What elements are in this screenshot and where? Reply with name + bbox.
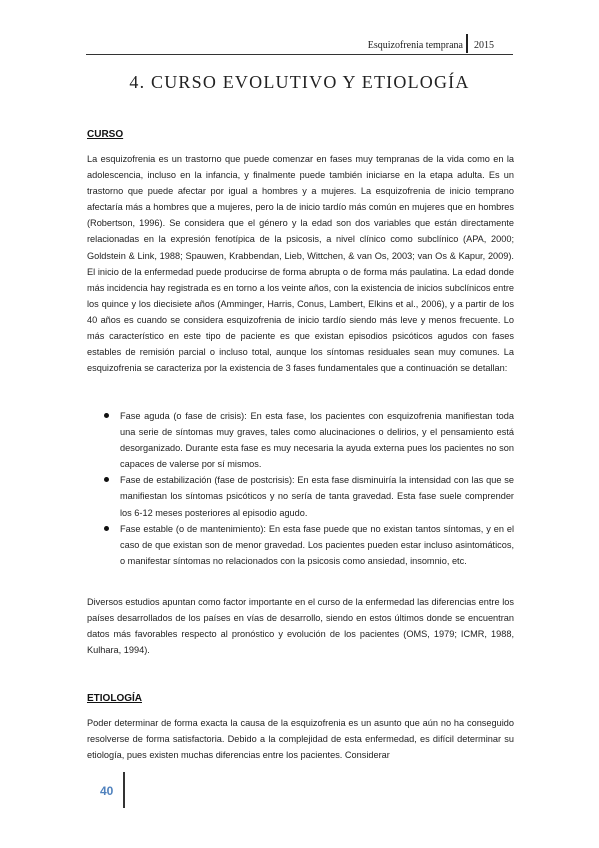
curso-closing-paragraph: Diversos estudios apuntan como factor importante en el curso de la enfermedad las diferencias entre los países desarrollados de los países en vías de desarrollo, siendo en estos últimos donde se encuentran datos más favorables respecto al pronóstico y evolución de los pacientes (OMS, 1979; ICMR, 1988, Kulhara, 1994). [87, 597, 514, 656]
list-item [87, 472, 514, 520]
phase-text: Fase de estabilización (fase de postcrisis): En esta fase disminuiría la intensidad con las que se manifiestan los síntomas psicóticos y no sería de tanta gravedad. Esta fase suele comprender los 6-12 meses posteriores al episodio agudo. [120, 475, 514, 518]
phase-text: Fase aguda (o fase de crisis): En esta fase, los pacientes con esquizofrenia manifiestan toda una serie de síntomas muy graves, tales como alucinaciones o delirios, y el pensamiento está desorganizado. Durante esta fase es muy necesaria la ayuda externa pues los pacientes no son capaces de valerse por sí mismos. [120, 411, 514, 470]
header-separator [466, 34, 468, 53]
bullet-icon [104, 477, 109, 482]
section-heading-etiologia: ETIOLOGÍA [87, 693, 142, 704]
phase-text: Fase estable (o de mantenimiento): En esta fase puede que no existan tantos síntomas, y en el caso de que existan son de menor gravedad. Los pacientes pueden estar incluso asintomáticos, o manifestar síntomas no relacionados con la psicosis como ansiedad, insomnio, etc. [120, 523, 514, 566]
curso-paragraph: La esquizofrenia es un trastorno que puede comenzar en fases muy tempranas de la vida como en la adolescencia, incluso en la infancia, y finalmente puede también iniciarse en la etapa adulta. Es un trastorno que puede afectar por igual a hombres y a mujeres. La esquizofrenia de inicio temprano afectaría más a hombres que a mujeres, pero la de inicio tardío más común en mujeres que en hombres (Robertson, 1996). Se considera que el género y la edad son dos variables que están directamente relacionadas en la expresión fenotípica de la psicosis, a nivel clínico como subclínico (APA, 2000; Goldstein & Link, 1988; Spauwen, Krabbendan, Lieb, Wittchen, & van Os, 2003; van Os & Kapur, 2009). El inicio de la enfermedad puede producirse de forma abrupta o de forma más paulatina. La edad donde más incidencia hay registrada es en torno a los veinte años, con la existencia de inicios subclínicos entre los quince y los diecisiete años (Amminger, Harris, Conus, Lambert, Elkins et al., 2006), y a partir de los 40 años es cuando se considera esquizofrenia de inicio tardío siendo más leve y menos frecuente. Lo más característico en este tipo de paciente es que existan episodios psicóticos agudos con fases estables de remisión parcial o incluso total, aunque los síntomas residuales sean muy comunes. La esquizofrenia se caracteriza por la existencia de 3 fases fundamentales que a continuación se detallan: [87, 154, 514, 374]
page-header [0, 0, 599, 60]
chapter-title: 4. CURSO EVOLUTIVO Y ETIOLOGÍA [129, 72, 470, 92]
footer-separator [123, 772, 125, 808]
header-year: 2015 [474, 40, 494, 51]
page-number: 40 [100, 784, 114, 798]
running-title: Esquizofrenia temprana [367, 40, 463, 51]
phases-list [87, 408, 514, 569]
section-heading-curso: CURSO [87, 129, 124, 140]
bullet-icon [104, 526, 109, 531]
header-rule [86, 54, 513, 55]
list-item [87, 408, 514, 472]
bullet-icon [104, 413, 109, 418]
list-item [87, 521, 514, 569]
etiologia-paragraph: Poder determinar de forma exacta la causa de la esquizofrenia es un asunto que aún no ha conseguido resolverse de forma satisfactoria. Debido a la complejidad de esta enfermedad, es difícil determinar su etiología, pues existen muchas diferencias entre los pacientes. Considerar [87, 718, 514, 761]
